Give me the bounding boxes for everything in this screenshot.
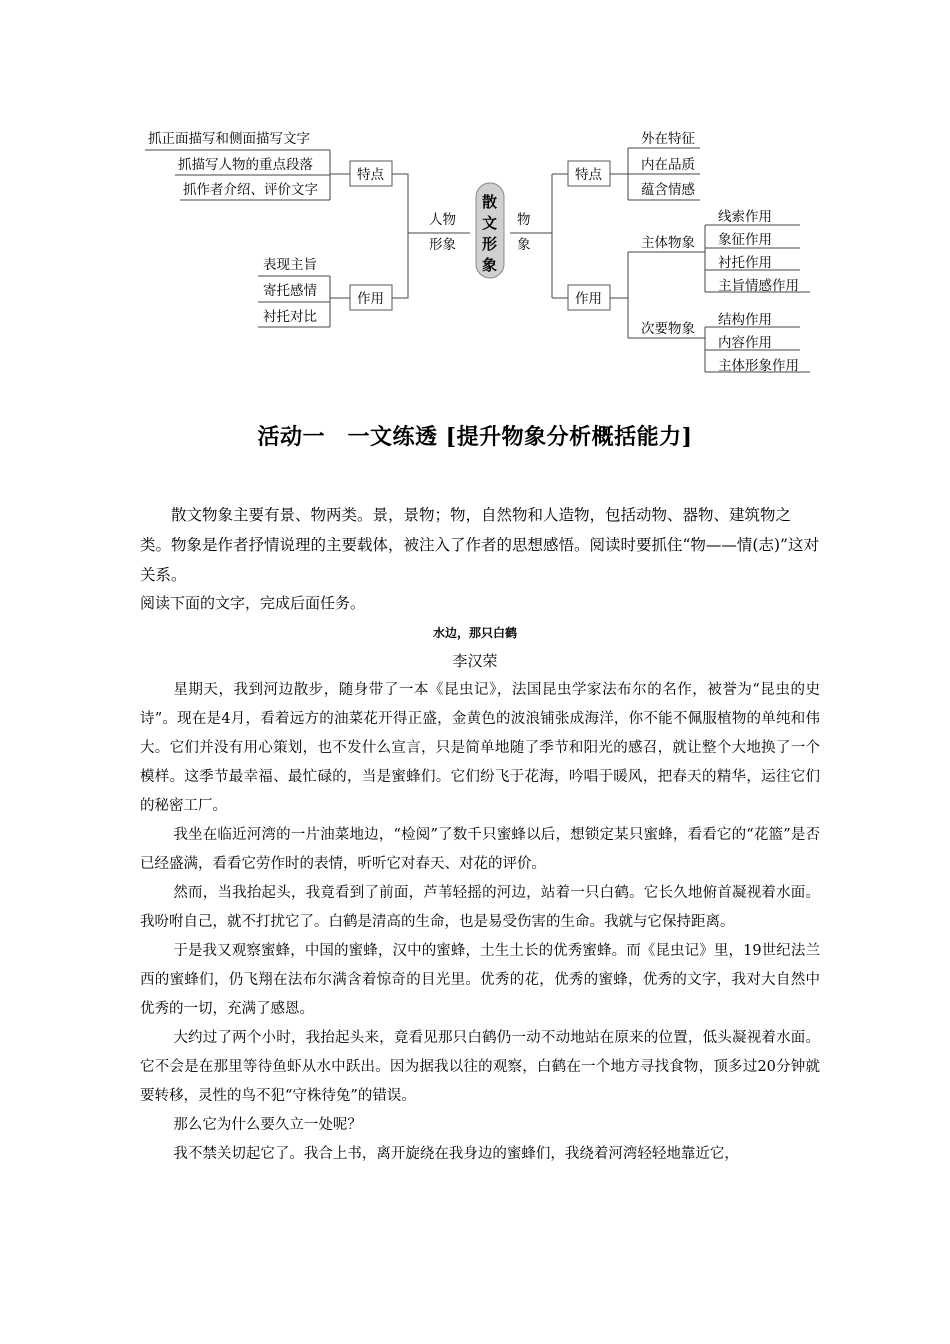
center-char-1: 散 <box>482 193 498 211</box>
right-feature-3: 蕴含情感 <box>641 182 695 198</box>
right-secondary-label: 次要物象 <box>641 321 695 337</box>
left-functions-label: 作用 <box>357 291 384 307</box>
intro-paragraph: 散文物象主要有景、物两类。景，景物；物，自然物和人造物，包括动物、器物、建筑物之类。物象是作者抒情说理的主要载体，被注入了作者的思想感悟。阅读时要抓住“物——情(志)”这对关系。 <box>140 506 819 584</box>
article-paragraph: 大约过了两个小时，我抬起头来，竟看见那只白鹤仍一动不动地站在原来的位置，低头凝视着水面。它不会是在那里等待鱼虾从水中跃出。因为据我以往的观察，白鹤在一个地方寻找食物，顶多过20分钟就要转移，灵性的鸟不犯“守株待兔”的错误。 <box>140 1030 820 1104</box>
right-main-label: 主体物象 <box>641 235 695 251</box>
article-paragraph: 然而，当我抬起头，我竟看到了前面，芦苇轻摇的河边，站着一只白鹤。它长久地俯首凝视着水面。我吩咐自己，就不打扰它了。白鹤是清高的生命，也是易受伤害的生命。我就与它保持距离。 <box>140 885 820 930</box>
task-instruction: 阅读下面的文字，完成后面任务。 <box>140 594 366 612</box>
right-feature-1: 外在特征 <box>641 131 695 147</box>
right-features-label: 特点 <box>575 167 602 183</box>
center-char-4: 象 <box>482 256 498 274</box>
activity-heading: 活动一 一文练透 [提升物象分析概括能力] <box>257 424 693 450</box>
left-function-1: 表现主旨 <box>263 257 317 273</box>
left-branch-top: 人物 <box>429 212 456 228</box>
right-main-3: 衬托作用 <box>718 255 772 271</box>
left-feature-1: 抓正面描写和侧面描写文字 <box>148 131 310 147</box>
center-char-3: 形 <box>482 235 498 253</box>
article-paragraph: 于是我又观察蜜蜂，中国的蜜蜂，汉中的蜜蜂，土生土长的优秀蜜蜂。而《昆虫记》里，19世纪法兰西的蜜蜂们，仍飞翔在法布尔满含着惊奇的目光里。优秀的花，优秀的蜜蜂，优秀的文字，我对大自然中优秀的一切，充满了感恩。 <box>140 943 820 1017</box>
article-paragraph: 我坐在临近河湾的一片油菜地边，“检阅”了数千只蜜蜂以后，想锁定某只蜜蜂，看看它的“花篮”是否已经盛满，看看它劳作时的表情，听听它对春天、对花的评价。 <box>140 827 820 872</box>
article-paragraph: 我不禁关切起它了。我合上书，离开旋绕在我身边的蜜蜂们，我绕着河湾轻轻地靠近它， <box>173 1146 739 1162</box>
right-branch-top: 物 <box>517 212 531 228</box>
right-secondary-2: 内容作用 <box>718 335 772 351</box>
left-features-label: 特点 <box>357 167 384 183</box>
mind-map <box>0 0 950 400</box>
right-main-1: 线索作用 <box>718 209 772 225</box>
left-feature-3: 抓作者介绍、评价文字 <box>183 182 318 198</box>
right-secondary-1: 结构作用 <box>718 312 772 328</box>
article-paragraph: 那么它为什么要久立一处呢？ <box>173 1117 362 1133</box>
left-function-3: 衬托对比 <box>263 309 317 325</box>
article-body <box>140 676 820 1169</box>
right-branch-bottom: 象 <box>517 237 531 253</box>
center-char-2: 文 <box>482 214 498 232</box>
article-title: 水边，那只白鹤 <box>432 626 517 640</box>
right-functions-label: 作用 <box>575 291 602 307</box>
right-secondary-3: 主体形象作用 <box>718 358 799 374</box>
left-feature-2: 抓描写人物的重点段落 <box>178 157 313 173</box>
right-main-4: 主旨情感作用 <box>718 278 799 294</box>
intro-paragraph-block <box>140 500 820 590</box>
article-author: 李汉荣 <box>452 652 498 670</box>
left-function-2: 寄托感情 <box>263 283 317 299</box>
left-branch-bottom: 形象 <box>429 237 456 253</box>
right-main-2: 象征作用 <box>718 232 772 248</box>
right-feature-2: 内在品质 <box>641 157 695 173</box>
article-paragraph: 星期天，我到河边散步，随身带了一本《昆虫记》，法国昆虫学家法布尔的名作，被誉为“昆虫的史诗”。现在是4月，看着远方的油菜花开得正盛，金黄色的波浪铺张成海洋，你不能不佩服植物的单纯和伟大。它们并没有用心策划，也不发什么宣言，只是简单地随了季节和阳光的感召，就让整个大地换了一个模样。这季节最幸福、最忙碌的，当是蜜蜂们。它们纷飞于花海，吟唱于暖风，把春天的精华，运往它们的秘密工厂。 <box>140 682 820 814</box>
